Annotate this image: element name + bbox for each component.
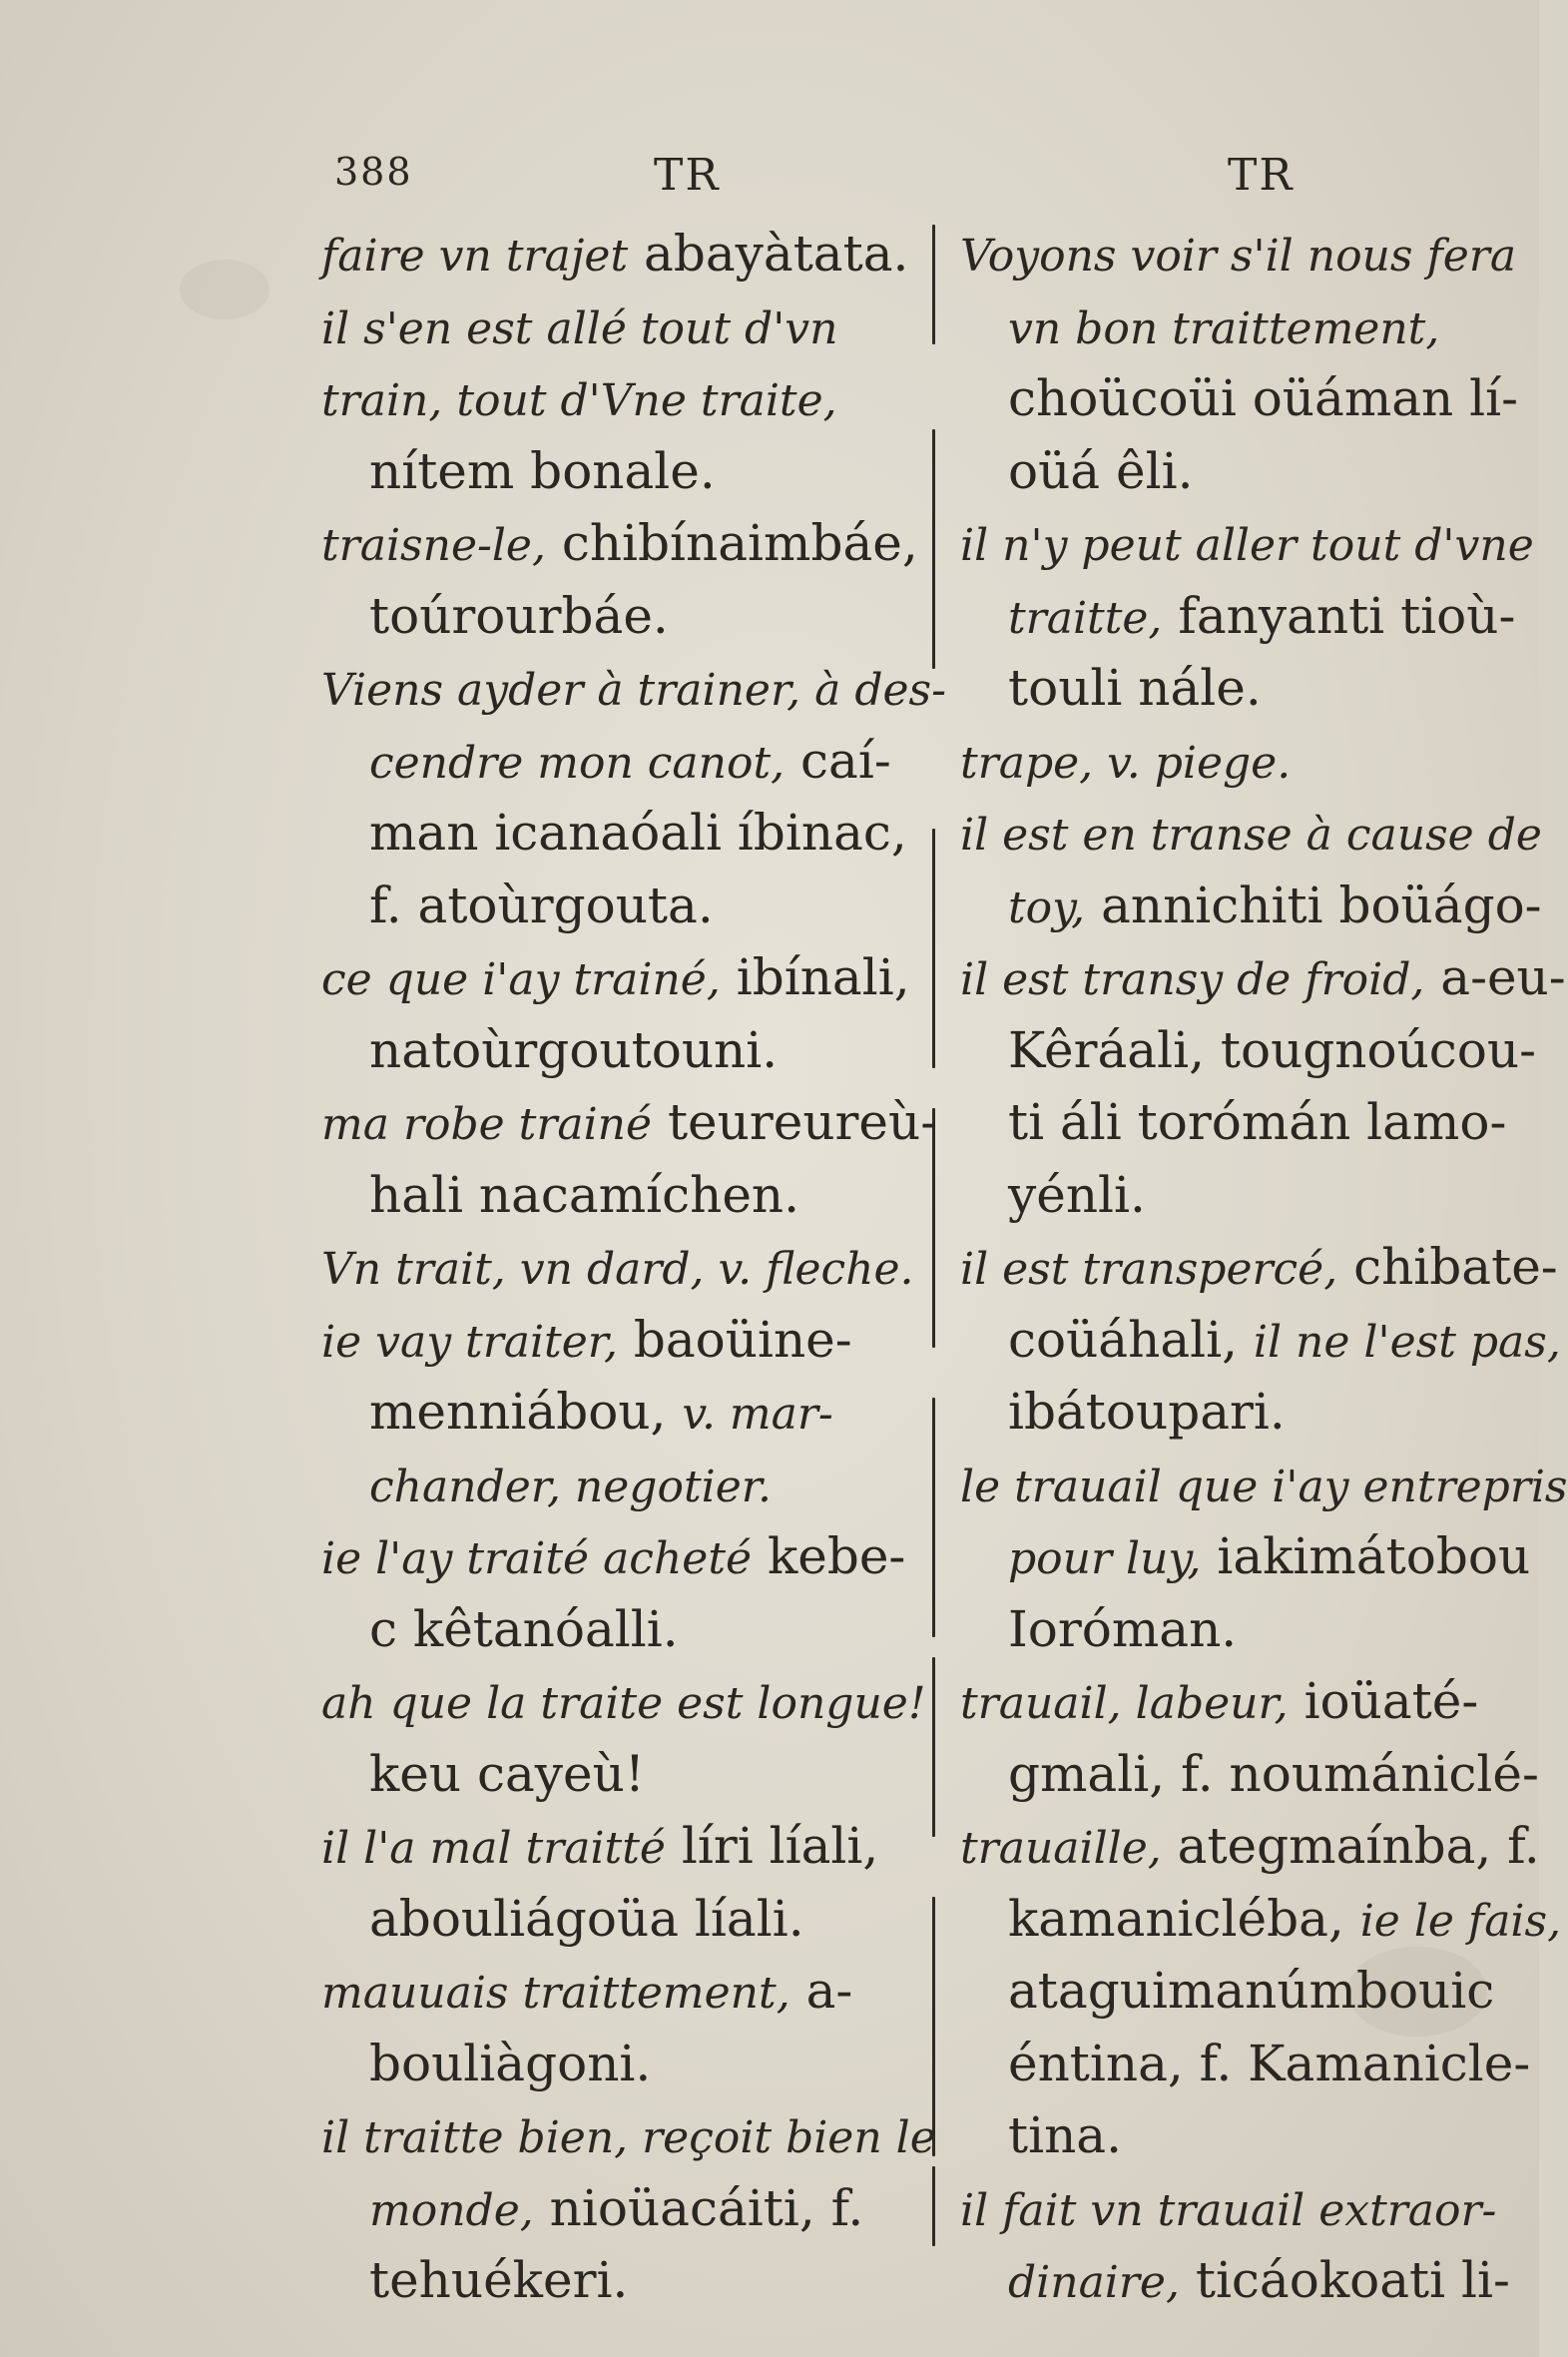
french-gloss: chander, negotier. xyxy=(369,1461,772,1512)
dictionary-line xyxy=(960,870,1542,942)
dictionary-line xyxy=(321,1304,920,1377)
dictionary-line xyxy=(960,1304,1561,1377)
dictionary-line xyxy=(960,1449,1568,1521)
dictionary-line xyxy=(321,2172,920,2245)
carib-term: fanyanti tioù- xyxy=(1162,586,1516,645)
column-rule xyxy=(932,429,935,669)
carib-term: ataguimanúmbouic xyxy=(1008,1962,1495,2020)
french-gloss: le trauail que i'ay entrepris xyxy=(960,1461,1568,1512)
dictionary-line xyxy=(960,1086,1519,1159)
french-gloss: il l'a mal traitté xyxy=(321,1823,666,1874)
carib-term: f. atoùrgouta. xyxy=(369,876,714,934)
carib-term: gmali, f. noumániclé- xyxy=(1008,1744,1539,1803)
carib-term: kebe- xyxy=(752,1527,906,1585)
french-gloss: trape, v. piege. xyxy=(960,737,1292,789)
dictionary-line xyxy=(321,1520,920,1593)
dictionary-line xyxy=(321,218,920,291)
right-column xyxy=(960,218,1568,2317)
french-gloss: train, tout d'Vne traite, xyxy=(321,375,837,426)
dictionary-line xyxy=(321,1593,920,1666)
carib-term: touli nále. xyxy=(1008,659,1262,717)
carib-term: a-eu- xyxy=(1424,948,1566,1006)
carib-term: chibate- xyxy=(1337,1238,1558,1296)
dictionary-line xyxy=(960,580,1519,653)
carib-term: abayàtata. xyxy=(628,225,909,283)
dictionary-line xyxy=(321,1376,920,1449)
carib-term: Ioróman. xyxy=(1008,1599,1238,1658)
dictionary-line xyxy=(321,291,920,363)
dictionary-line xyxy=(960,1014,1537,1087)
carib-term: keu cayeù! xyxy=(369,1744,645,1803)
dictionary-line xyxy=(321,507,920,580)
french-gloss: ie le fais, xyxy=(1359,1895,1562,1947)
french-gloss: pour luy, xyxy=(1008,1533,1202,1584)
carib-term: hali nacamíchen. xyxy=(369,1165,800,1224)
dictionary-line xyxy=(960,218,1519,291)
french-gloss: traisne-le, xyxy=(321,520,546,571)
dictionary-line xyxy=(321,652,946,725)
dictionary-line xyxy=(960,507,1534,580)
carib-term: baoüine- xyxy=(617,1310,852,1369)
dictionary-line xyxy=(960,2244,1519,2317)
dictionary-line xyxy=(960,2028,1531,2100)
dictionary-line xyxy=(960,291,1519,363)
dictionary-line xyxy=(321,1231,920,1304)
column-rule xyxy=(932,829,935,1068)
french-gloss: faire vn trajet xyxy=(321,231,629,282)
carib-term: iakimátobou xyxy=(1201,1527,1531,1585)
dictionary-line xyxy=(321,2099,936,2172)
french-gloss: il n'y peut aller tout d'vne xyxy=(960,520,1534,571)
carib-term: choücoüi oüáman lí- xyxy=(1008,369,1519,427)
carib-term: chibínaimbáe, xyxy=(545,514,918,572)
carib-term: menniábou, xyxy=(369,1383,683,1441)
carib-term: ti áli torómán lamo- xyxy=(1008,1093,1507,1151)
dictionary-line xyxy=(960,1955,1519,2028)
french-gloss: trauail, labeur, xyxy=(960,1678,1289,1729)
dictionary-line xyxy=(960,1593,1519,1666)
right-running-head: TR xyxy=(1228,150,1295,201)
french-gloss: trauaille, xyxy=(960,1823,1162,1874)
dictionary-line xyxy=(960,652,1519,725)
dictionary-line xyxy=(321,1449,920,1521)
dictionary-line xyxy=(321,1159,920,1232)
french-gloss: v. mar- xyxy=(682,1389,833,1440)
dictionary-line xyxy=(960,725,1519,798)
dictionary-line xyxy=(321,1014,920,1087)
french-gloss: ma robe trainé xyxy=(321,1099,653,1150)
dictionary-line xyxy=(960,941,1566,1014)
dictionary-line xyxy=(960,2172,1519,2245)
dictionary-line xyxy=(321,2244,920,2317)
carib-term: natoùrgoutouni. xyxy=(369,1020,779,1079)
carib-term: toúrourbáe. xyxy=(369,586,669,645)
french-gloss: dinaire, xyxy=(1008,2257,1180,2308)
dictionary-line xyxy=(321,1738,920,1811)
french-gloss: cendre mon canot, xyxy=(369,737,785,789)
french-gloss: vn bon traittement, xyxy=(1008,302,1440,354)
dictionary-line xyxy=(321,580,920,653)
dictionary-line xyxy=(960,435,1519,508)
dictionary-line xyxy=(960,1231,1558,1304)
dictionary-line xyxy=(321,362,920,435)
carib-term: ticáokoati li- xyxy=(1179,2251,1510,2309)
dictionary-line xyxy=(321,1883,920,1956)
dictionary-line xyxy=(960,1159,1519,1232)
carib-term: líri líali, xyxy=(665,1817,879,1875)
french-gloss: toy, xyxy=(1008,882,1086,933)
french-gloss: Vn trait, vn dard, v. fleche. xyxy=(321,1244,914,1295)
dictionary-line xyxy=(960,2099,1519,2172)
dictionary-line xyxy=(321,435,920,508)
dictionary-line xyxy=(321,1955,920,2028)
carib-term: tehuékeri. xyxy=(369,2251,629,2309)
dictionary-line xyxy=(960,797,1542,870)
carib-term: kamanicléba, xyxy=(1008,1889,1360,1948)
carib-term: Kêráali, tougnoúcou- xyxy=(1008,1020,1537,1079)
carib-term: annichiti boüágo- xyxy=(1085,876,1542,934)
carib-term: ioüaté- xyxy=(1288,1672,1479,1730)
dictionary-line xyxy=(321,2028,920,2100)
carib-term: a- xyxy=(789,1962,853,2020)
dictionary-line xyxy=(321,725,920,798)
french-gloss: il est transpercé, xyxy=(960,1244,1338,1295)
dictionary-line xyxy=(321,797,920,870)
french-gloss: ah que la traite est longue! xyxy=(321,1678,926,1729)
dictionary-line xyxy=(960,362,1519,435)
french-gloss: il traitte bien, reçoit bien le xyxy=(321,2112,936,2163)
carib-term: coüáhali, xyxy=(1008,1310,1254,1369)
carib-term: ibátoupari. xyxy=(1008,1383,1286,1441)
left-column xyxy=(321,218,946,2317)
french-gloss: ie vay traiter, xyxy=(321,1316,618,1368)
dictionary-line xyxy=(321,1665,926,1738)
carib-term: caí- xyxy=(784,731,891,790)
carib-term: teureureù- xyxy=(652,1093,938,1151)
carib-term: éntina, f. Kamanicle- xyxy=(1008,2034,1531,2092)
french-gloss: il fait vn trauail extraor- xyxy=(960,2184,1497,2236)
carib-term: yénli. xyxy=(1008,1165,1146,1224)
carib-term: tina. xyxy=(1008,2106,1122,2164)
french-gloss: il est en transe à cause de xyxy=(960,810,1542,861)
dictionary-line xyxy=(321,870,920,942)
column-rule xyxy=(932,225,935,344)
french-gloss: il ne l'est pas, xyxy=(1253,1316,1561,1368)
french-gloss: ce que i'ay trainé, xyxy=(321,954,721,1005)
paper-stain xyxy=(180,260,269,319)
dictionary-line xyxy=(321,1086,938,1159)
dictionary-line xyxy=(321,1810,920,1883)
carib-term: nítem bonale. xyxy=(369,441,716,500)
french-gloss: traitte, xyxy=(1008,592,1163,644)
carib-term: bouliàgoni. xyxy=(369,2034,652,2092)
carib-term: ibínali, xyxy=(720,948,910,1006)
dictionary-line xyxy=(960,1883,1562,1956)
column-rule xyxy=(932,2166,935,2246)
dictionary-line xyxy=(960,1810,1540,1883)
french-gloss: Viens ayder à trainer, à des- xyxy=(321,665,946,716)
column-rule xyxy=(932,1398,935,1637)
french-gloss: ie l'ay traité acheté xyxy=(321,1533,753,1584)
page-number: 388 xyxy=(334,150,413,194)
french-gloss: Voyons voir s'il nous fera xyxy=(960,231,1517,282)
french-gloss: mauuais traittement, xyxy=(321,1968,790,2019)
dictionary-line xyxy=(960,1376,1519,1449)
dictionary-line xyxy=(321,941,920,1014)
carib-term: c kêtanóalli. xyxy=(369,1599,679,1658)
carib-term: man icanaóali íbinac, xyxy=(369,804,907,862)
carib-term: oüá êli. xyxy=(1008,441,1194,500)
dictionary-line xyxy=(960,1665,1519,1738)
french-gloss: monde, xyxy=(369,2184,534,2236)
column-rule xyxy=(932,1657,935,1837)
french-gloss: il s'en est allé tout d'vn xyxy=(321,302,838,354)
carib-term: abouliágoüa líali. xyxy=(369,1889,804,1948)
carib-term: nioüacáiti, f. xyxy=(533,2178,864,2237)
left-running-head: TR xyxy=(654,150,721,201)
dictionary-line xyxy=(960,1520,1531,1593)
dictionary-line xyxy=(960,1738,1539,1811)
french-gloss: il est transy de froid, xyxy=(960,954,1425,1005)
carib-term: ategmaínba, f. xyxy=(1161,1817,1540,1875)
